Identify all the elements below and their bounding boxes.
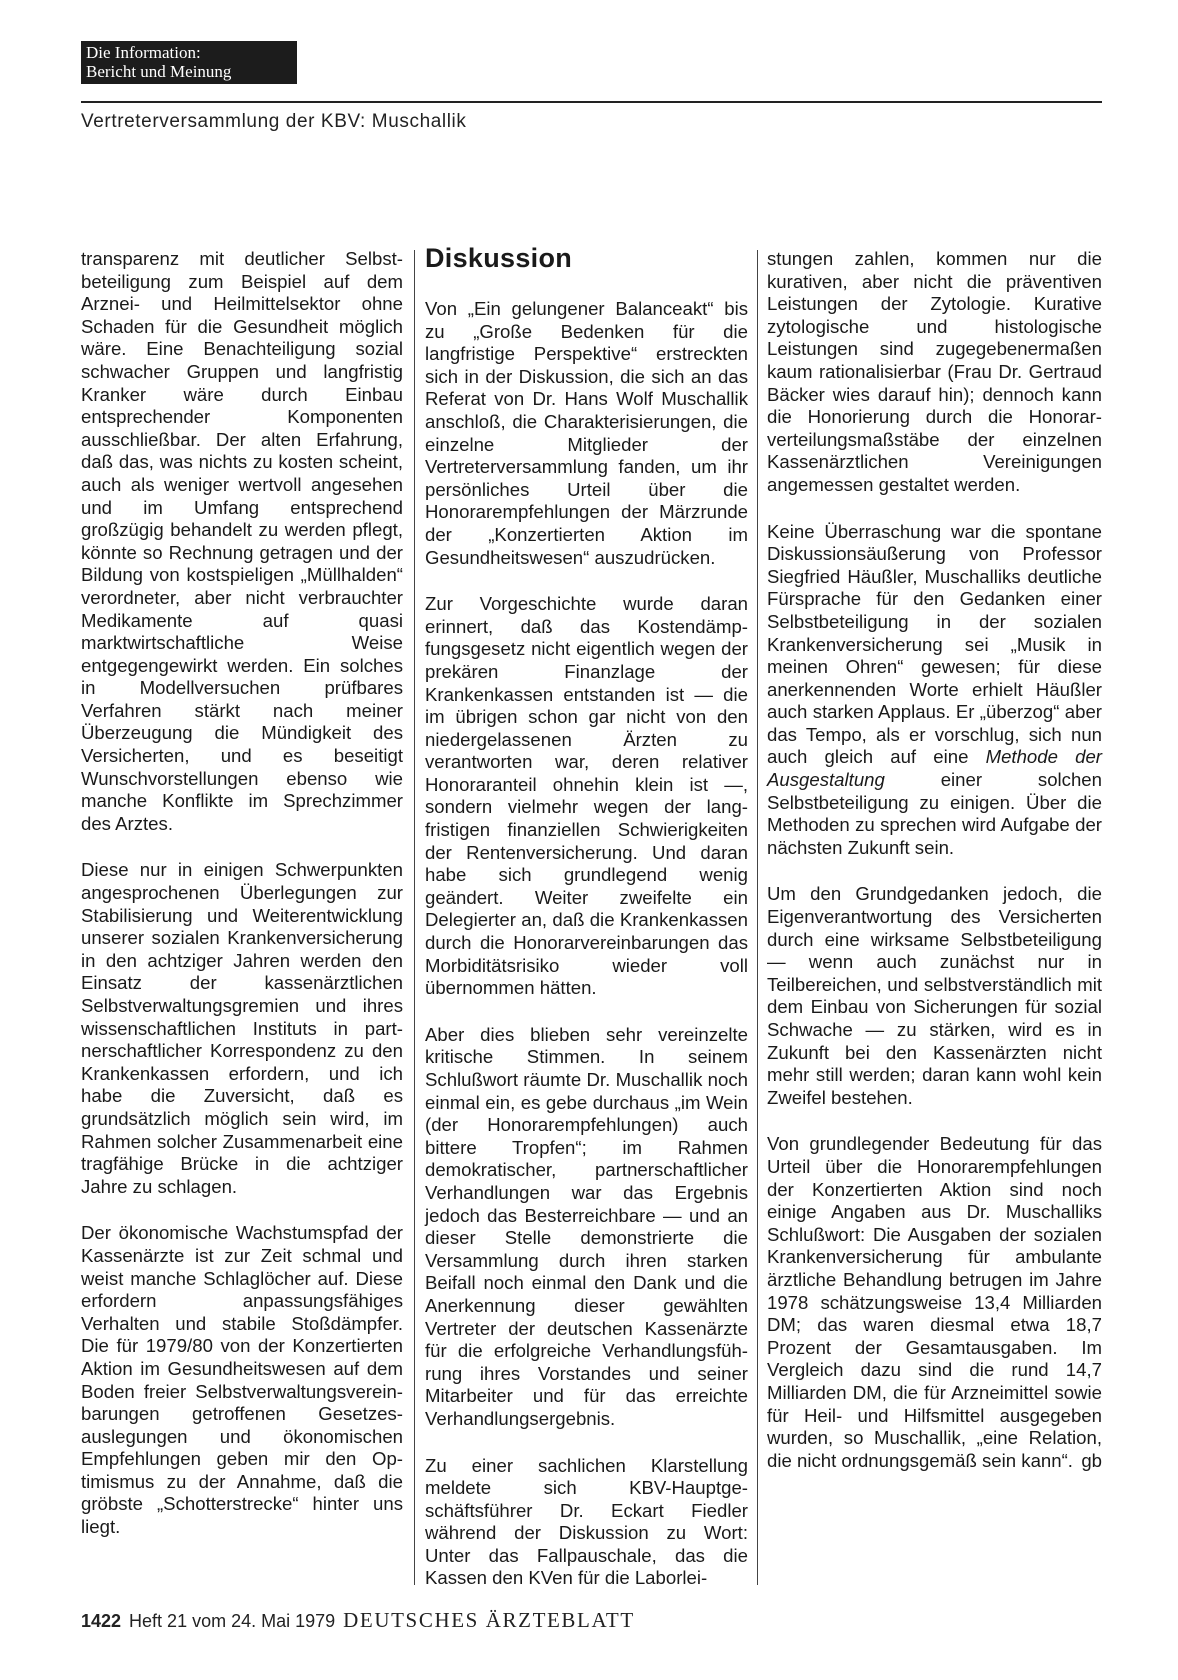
section-label-line1: Die Information: xyxy=(86,43,201,62)
section-label-line2: Bericht und Meinung xyxy=(86,62,232,81)
issue-info: Heft 21 vom 24. Mai 1979 xyxy=(129,1611,336,1631)
page-number: 1422 xyxy=(81,1611,122,1631)
paragraph: transparenz mit deutlicher Selbstbeteiligung zum Beispiel auf dem Arznei- und Heilmittelsektor ohne Schaden für die Gesundheit möglich wäre. Eine Benachteiligung sozial schwacher Gruppen und langfristig Kranker wäre durch Einbau entsprechender Komponenten ausschließbar. Der alten Erfahrung, daß das, was nichts zu kosten scheint, auch als weniger wertvoll angesehen und im Umfang entsprechend großzügig behandelt zu werden pflegt, könnte so Rechnung getragen und der Bildung von kostspieligen „Müllhalden“ verordneter, aber nicht verbrauchter Medikamente auf quasi marktwirtschaftliche Weise entgegengewirkt werden. Ein solches in Modellversuchen prüfbares Verfahren stärkt nach meiner Überzeugung die Mündigkeit des Versicherten, und es beseitigt Wunschvorstellungen ebenso wie manche Konflikte im Sprechzimmer des Arztes. xyxy=(81,248,403,834)
author-signature: gb xyxy=(1081,1449,1102,1471)
text-run: Von grundlegender Bedeutung für das Urteil über die Honorarempfehlungen der Konzertierten Aktion sind noch einige Angaben aus Dr. Muschalliks Schlußwort: Die Ausgaben der sozialen Krankenversicherung für ambulante ärztliche Behandlung betrugen im Jahre 1978 schätzungsweise 13,4 Milliarden DM; das waren diesmal etwa 18,7 Prozent der Gesamtausgaben. Im Vergleich dazu sind die rund 14,7 Milliarden DM, die für Arzneimittel sowie für Heil- und Hilfsmittel ausgegeben wurden, so Muschallik, „eine Relation, die nicht ordnungsgemäß sein kann“. xyxy=(767,1133,1102,1471)
paragraph: Aber dies blieben sehr vereinzelte kritische Stimmen. In seinem Schlußwort räumte Dr. Muschallik noch einmal ein, es gebe durchaus „im Wein (der Honorarempfehlungen) auch bittere Tropfen“; im Rahmen demokratischer, partnerschaftlicher Verhandlungen war das Ergebnis jedoch das Besterreichbare — und an dieser Stelle demonstrierte die Versammlung durch ihren starken Beifall noch einmal den Dank und die Anerkennung dieser gewählten Vertreter der deutschen Kassenärzte für die erfolgreiche Verhandlungsführung ihres Vorstandes und seiner Mitarbeiter und für das erreichte Verhandlungsergebnis. xyxy=(425,1023,748,1429)
paragraph xyxy=(767,1133,1102,1472)
article-subject: Vertreterversammlung der KBV: Muschallik xyxy=(81,111,467,132)
column-2 xyxy=(425,243,748,1590)
column-1 xyxy=(81,248,403,1539)
paragraph: Der ökonomische Wachstumspfad der Kassenärzte ist zur Zeit schmal und weist manche Schlaglöcher auf. Diese erfordern anpassungsfähiges Verhalten und stabile Stoßdämpfer. Die für 1979/80 von der Konzertierten Aktion im Gesundheitswesen auf dem Boden freier Selbstverwaltungsvereinbarungen getroffenen Gesetzesauslegungen und ökonomischen Empfehlungen geben mir den Optimismus zu der Annahme, daß die gröbste „Schotterstrecke“ hinter uns liegt. xyxy=(81,1222,403,1538)
paragraph xyxy=(767,521,1102,860)
top-rule xyxy=(81,101,1102,103)
text-run: Keine Überraschung war die spontane Diskussionsäußerung von Professor Siegfried Häußler, Muschalliks deutliche Fürsprache für den Gedanken einer Selbstbeteiligung in der sozialen Krankenversicherung sei „Musik in meinen Ohren“ gewesen; für diese anerkennenden Worte erhielt Häußler auch starken Applaus. Er „überzog“ aber das Tempo, als er vorschlug, sich nun auch gleich auf eine xyxy=(767,520,1102,768)
column-divider xyxy=(757,250,758,1585)
paragraph: stungen zahlen, kommen nur die kurativen, aber nicht die präventiven Leistungen der Zytologie. Kurative zytologische und histologische Leistungen sind zugegebenermaßen kaum rationalisierbar (Frau Dr. Gertraud Bäcker wies darauf hin); dennoch kann die Honorierung durch die Honorarverteilungsmaßstäbe der einzelnen Kassenärztlichen Vereinigungen angemessen gestaltet werden. xyxy=(767,248,1102,495)
column-3 xyxy=(767,248,1102,1472)
section-heading: Diskussion xyxy=(425,243,573,273)
page-footer xyxy=(81,1608,635,1633)
paragraph: Zu einer sachlichen Klarstellung meldete sich KBV-Hauptgeschäftsführer Dr. Eckart Fiedler während der Diskussion zu Wort: Unter das Fallpauschale, das die Kassen den KVen für die Laborlei- xyxy=(425,1454,748,1589)
text-run: einer solchen Selbstbeteiligung zu einigen. Über die Methoden zu sprechen wird Aufgabe der nächsten Zukunft sein. xyxy=(767,769,1102,858)
paragraph: Zur Vorgeschichte wurde daran erinnert, daß das Kostendämpfungsgesetz nicht eigentlich wegen der prekären Finanzlage der Krankenkassen entstanden ist — die im übrigen schon gar nicht von den niedergelassenen Ärzten zu verantworten war, deren relativer Honoraranteil ohnehin klein ist —, sondern vielmehr wegen der langfristigen finanziellen Schwierigkeiten der Rentenversicherung. Und daran habe sich grundlegend wenig geändert. Weiter zweifelte ein Delegierter an, daß die Krankenkassen durch die Honorarvereinbarungen das Morbiditätsrisiko wieder voll übernommen hätten. xyxy=(425,593,748,999)
journal-name: DEUTSCHES ÄRZTEBLATT xyxy=(343,1608,635,1632)
paragraph: Von „Ein gelungener Balanceakt“ bis zu „Große Bedenken für die langfristige Perspektive“ erstreckten sich in der Diskussion, die sich an das Referat von Dr. Hans Wolf Muschallik anschloß, die Charakterisierungen, die einzelne Mitglieder der Vertreterversammlung fanden, um ihr persönliches Urteil über die Honorarempfehlungen der Märzrunde der „Konzertierten Aktion im Gesundheitswesen“ auszudrücken. xyxy=(425,298,748,568)
emphasis: Methode der Ausgestaltung xyxy=(767,746,1102,791)
paragraph: Diese nur in einigen Schwerpunkten angesprochenen Überlegungen zur Stabilisierung und Weiterentwicklung unserer sozialen Krankenversicherung in den achtziger Jahren werden den Einsatz der kassenärztlichen Selbstverwaltungsgremien und ihres wissenschaftlichen Instituts in partnerschaftlicher Korrespondenz zu den Krankenkassen erfordern, und ich habe die Zuversicht, daß es grundsätzlich möglich sein wird, im Rahmen solcher Zusammenarbeit eine tragfähige Brücke in die achtziger Jahre zu schlagen. xyxy=(81,859,403,1197)
section-label xyxy=(81,41,297,84)
paragraph: Um den Grundgedanken jedoch, die Eigenverantwortung des Versicherten durch eine wirksame Selbstbeteiligung — wenn auch zunächst nur in Teilbereichen, und selbstverständlich mit dem Einbau von Sicherungen für sozial Schwache — zu stärken, wird es in Zukunft bei den Kassenärzten nicht mehr still werden; daran kann wohl kein Zweifel bestehen. xyxy=(767,883,1102,1108)
column-divider xyxy=(414,250,415,1585)
